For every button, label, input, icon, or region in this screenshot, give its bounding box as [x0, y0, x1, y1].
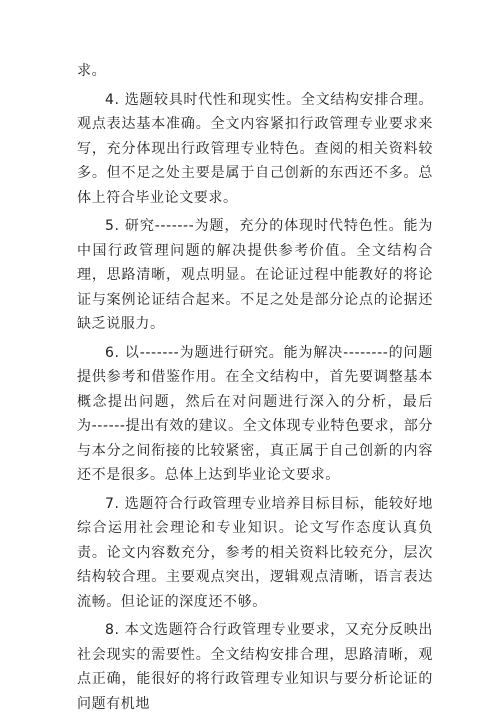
paragraph-item-8: 8. 本文选题符合行政管理专业要求，又充分反映出社会现实的需要性。全文结构安排合理，思路清晰，观点正确，能很好的将行政管理专业知识与要分析论证的问题有机地: [77, 622, 433, 712]
paragraph-continuation: 求。: [77, 63, 107, 79]
paragraph-item-7: 7. 选题符合行政管理专业培养目标目标，能较好地综合运用社会理论和专业知识。论文写作态度认真负责。论文内容数充分，参考的相关资料比较充分，层次结构较合理。主要观点突出，逻辑观点清晰，语言表达流畅。但论证的深度还不够。: [77, 495, 433, 610]
document-page: [77, 59, 433, 720]
paragraph-item-5: 5. 研究-------为题，充分的体现时代特色性。能为中国行政管理问题的解决提供参考价值。全文结构合理，思路清晰，观点明显。在论证过程中能教好的将论证与案例论证结合起来。不足之处是部分论点的论据还缺乏说服力。: [77, 218, 433, 332]
paragraph-item-6: 6. 以-------为题进行研究。能为解决--------的问题提供参考和借鉴作用。在全文结构中，首先要调整基本概念提出问题，然后在对问题进行深入的分析，最后为------提出有效的建议。全文体现专业特色要求，部分与本分之间衔接的比较紧密，真正属于自己创新的内容还不是很多。总体上达到毕业论文要求。: [77, 344, 433, 483]
paragraph-item-4: 4. 选题较具时代性和现实性。全文结构安排合理。观点表达基本准确。全文内容紧扣行政管理专业要求来写，充分体现出行政管理专业特色。查阅的相关资料较多。但不足之处主要是属于自己创新的东西还不多。总体上符合毕业论文要求。: [77, 91, 433, 206]
